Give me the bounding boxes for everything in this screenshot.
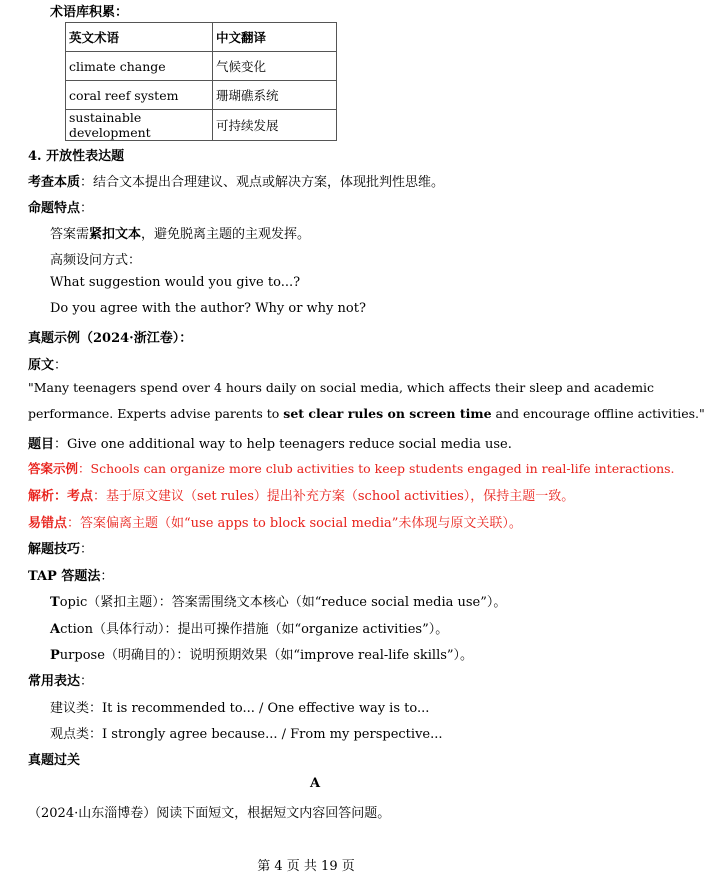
answer-text: ：Schools can organize more club activities to keep students engaged in real-life interactions.: [78, 461, 675, 476]
answer-line: [28, 459, 675, 477]
freq-label: 高频设问方式：: [50, 253, 142, 268]
answer-label: 答案示例: [28, 461, 79, 476]
error-label: 易错点: [28, 516, 68, 531]
tap-purpose-line: [50, 644, 473, 663]
tap-action-text: ction（具体行动）：提出可操作措施（如“organize activities”）。: [60, 622, 449, 637]
original-line2-bold: set clear rules on screen time: [283, 406, 492, 421]
tips-heading: 解题技巧: [28, 542, 81, 557]
question-label: 题目: [28, 437, 55, 452]
feature-label: 命题特点: [28, 201, 81, 216]
original-label-line: [28, 354, 67, 373]
tap-purpose-text: urpose（明确目的）：说明预期效果（如“improve real-life skills”）。: [59, 648, 474, 663]
feature-post: ，避免脱离主题的主观发挥。: [141, 227, 311, 242]
essence-line: [28, 171, 444, 190]
practice-heading: 真题过关: [28, 753, 81, 768]
page-number: 第 4 页 共 19 页: [257, 859, 355, 874]
tap-topic-text: opic（紧扣主题）：答案需围绕文本核心（如“reduce social media use”）。: [59, 595, 507, 610]
original-text-line-2: [28, 406, 705, 421]
original-colon: ：: [54, 358, 68, 373]
analysis-point-label: 考点: [67, 489, 94, 504]
tips-colon: ：: [80, 542, 94, 557]
question-example-2: Do you agree with the author? Why or why not?: [50, 301, 366, 316]
table-cell: sustainable development: [66, 110, 213, 141]
error-line: [28, 512, 522, 531]
tap-letter-t: T: [50, 595, 60, 610]
common-heading-line: [28, 670, 93, 689]
tap-topic-line: [50, 591, 506, 610]
tap-heading: TAP 答题法: [28, 569, 101, 584]
analysis-label: 解析: [28, 489, 55, 504]
table-cell: 珊瑚礁系统: [213, 81, 337, 110]
analysis-text: ：基于原文建议（set rules）提出补充方案（school activities），保持主题一致。: [93, 489, 575, 504]
question-text: ：Give one additional way to help teenagers reduce social media use.: [54, 437, 512, 452]
example-heading: 真题示例（2024·浙江卷）：: [28, 331, 193, 346]
original-line2-post: and encourage offline activities.": [491, 406, 705, 421]
glossary-table: [65, 22, 337, 141]
table-row: [66, 110, 337, 141]
original-text-line-1: "Many teenagers spend over 4 hours daily on social media, which affects their sleep and academic: [28, 380, 655, 395]
common-heading: 常用表达: [28, 674, 81, 689]
tap-colon: ：: [100, 569, 114, 584]
feature-colon: ：: [80, 201, 94, 216]
table-cell: climate change: [66, 52, 213, 81]
analysis-sep: ：: [54, 489, 68, 504]
tap-heading-line: [28, 565, 113, 584]
common-colon: ：: [80, 674, 94, 689]
practice-intro: （2024·山东淄博卷）阅读下面短文，根据短文内容回答问题。: [28, 806, 391, 821]
column-header-chinese: 中文翻译: [213, 23, 337, 52]
essence-text: ：结合文本提出合理建议、观点或解决方案，体现批判性思维。: [80, 175, 445, 190]
table-header-row: [66, 23, 337, 52]
feature-text: [50, 223, 310, 242]
passage-letter: A: [310, 776, 321, 791]
analysis-line: [28, 485, 574, 504]
column-header-english: 英文术语: [66, 23, 213, 52]
table-cell: 气候变化: [213, 52, 337, 81]
feature-bold: 紧扣文本: [89, 227, 142, 242]
essence-label: 考查本质: [28, 175, 81, 190]
glossary-title: 术语库积累：: [50, 5, 129, 20]
opinion-expression: 观点类：I strongly agree because... / From my perspective...: [50, 727, 443, 742]
original-line2-pre: performance. Experts advise parents to: [28, 406, 284, 421]
tips-heading-line: [28, 538, 93, 557]
table-row: [66, 52, 337, 81]
original-label: 原文: [28, 358, 55, 373]
feature-pre: 答案需: [50, 227, 90, 242]
tap-letter-a: A: [50, 622, 61, 637]
table-cell: coral reef system: [66, 81, 213, 110]
suggest-expression: 建议类：It is recommended to... / One effective way is to...: [50, 701, 430, 716]
question-example-1: What suggestion would you give to...?: [50, 275, 301, 290]
section-heading: 4. 开放性表达题: [28, 149, 125, 164]
table-row: [66, 81, 337, 110]
table-cell: 可持续发展: [213, 110, 337, 141]
tap-letter-p: P: [50, 648, 60, 663]
tap-action-line: [50, 618, 448, 637]
error-text: ：答案偏离主题（如“use apps to block social media”未体现与原文关联）。: [67, 516, 522, 531]
feature-line: [28, 197, 93, 216]
question-line: [28, 433, 512, 452]
